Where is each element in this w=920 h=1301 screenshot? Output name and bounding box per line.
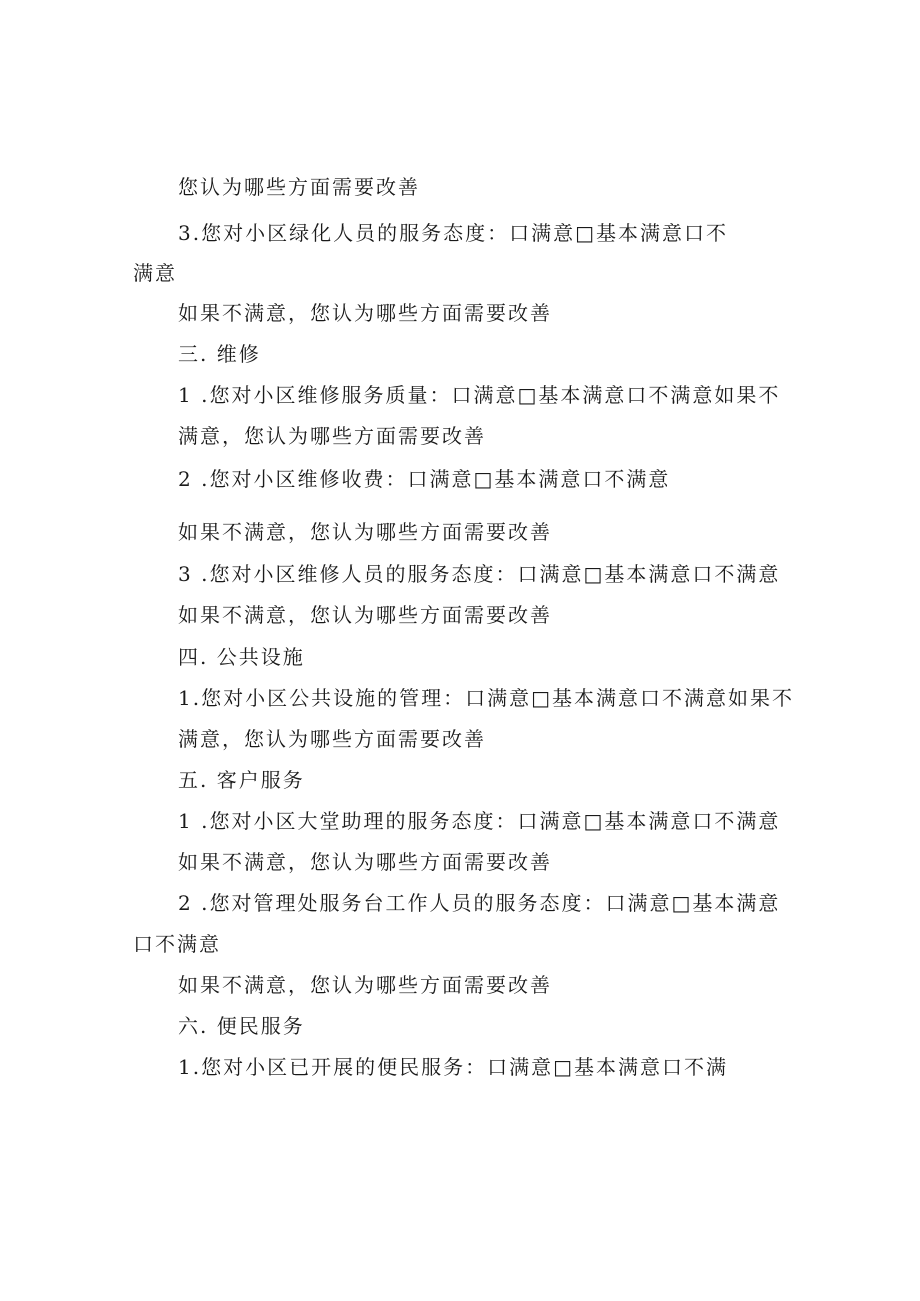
text-line: 您认为哪些方面需要改善 (178, 175, 420, 199)
question-line: 2 .您对小区维修收费：口满意□基本满意口不满意 (178, 467, 671, 491)
section-heading: 四. 公共设施 (178, 645, 305, 669)
text-line: 口不满意 (133, 932, 221, 956)
question-line: 1 .您对小区大堂助理的服务态度：口满意□基本满意口不满意 (178, 809, 781, 833)
text-line: 满意，您认为哪些方面需要改善 (178, 727, 486, 751)
question-line: 1.您对小区公共设施的管理：口满意□基本满意口不满意如果不 (178, 686, 794, 710)
text-line: 如果不满意，您认为哪些方面需要改善 (178, 973, 552, 997)
text-line: 如果不满意，您认为哪些方面需要改善 (178, 520, 552, 544)
question-line: 1.您对小区已开展的便民服务：口满意□基本满意口不满 (178, 1055, 728, 1079)
section-heading: 三. 维修 (178, 342, 261, 366)
text-line: 如果不满意，您认为哪些方面需要改善 (178, 603, 552, 627)
text-line: 如果不满意，您认为哪些方面需要改善 (178, 850, 552, 874)
section-heading: 六. 便民服务 (178, 1014, 305, 1038)
text-line: 如果不满意，您认为哪些方面需要改善 (178, 301, 552, 325)
question-line: 1 .您对小区维修服务质量：口满意□基本满意口不满意如果不 (178, 383, 781, 407)
question-line: 2 .您对管理处服务台工作人员的服务态度：口满意□基本满意 (178, 891, 781, 915)
text-line: 满意，您认为哪些方面需要改善 (178, 424, 486, 448)
text-line: 满意 (133, 261, 177, 285)
question-line: 3.您对小区绿化人员的服务态度：口满意□基本满意口不 (178, 221, 728, 245)
section-heading: 五. 客户服务 (178, 768, 305, 792)
question-line: 3 .您对小区维修人员的服务态度：口满意□基本满意口不满意 (178, 562, 781, 586)
